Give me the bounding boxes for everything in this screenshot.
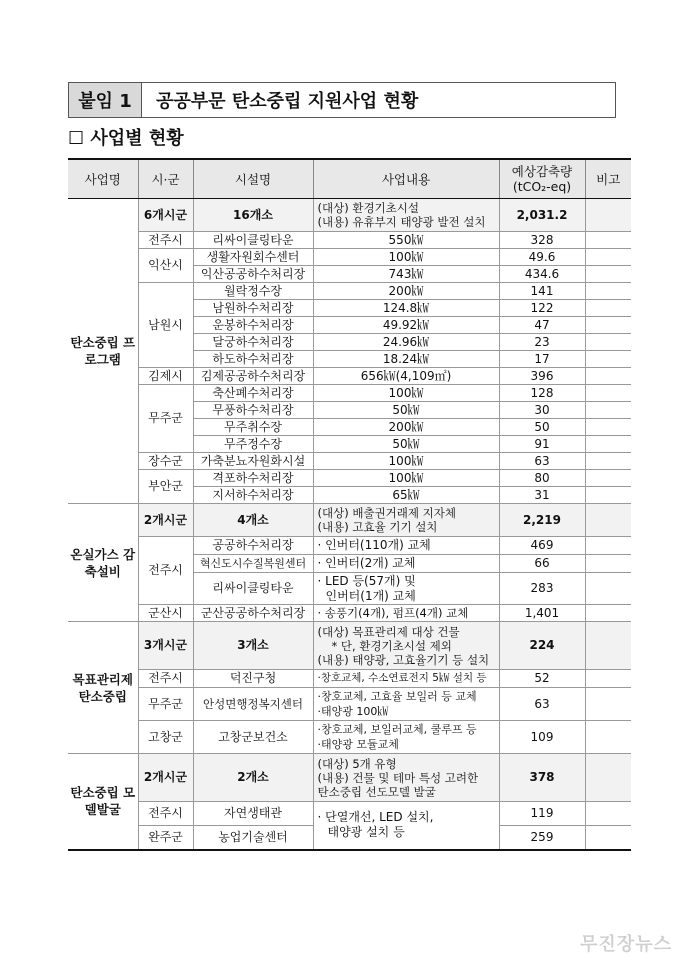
content-cell	[313, 573, 499, 605]
content-cell	[313, 199, 499, 232]
note-cell	[585, 436, 631, 453]
content-cell	[313, 802, 499, 850]
facility-cell: 자연생태관	[193, 802, 313, 826]
city-cell: 무주군	[138, 688, 193, 721]
content-line: ·창호교체, 고효율 보일러 등 교체	[317, 690, 477, 703]
note-cell	[585, 537, 631, 555]
content-line: · 단열개선, LED 설치,	[317, 810, 434, 825]
content-line: * 단, 환경기초시설 제외	[331, 638, 452, 653]
reduction-cell: 80	[499, 470, 585, 487]
city-cell: 전주시	[138, 232, 193, 249]
city-cell: 2개시군	[138, 504, 193, 537]
facility-cell: 격포하수처리장	[193, 470, 313, 487]
city-cell: 전주시	[138, 537, 193, 605]
facility-cell: 4개소	[193, 504, 313, 537]
table-row	[68, 249, 631, 266]
reduction-cell: 47	[499, 317, 585, 334]
content-cell: · 송풍기(4개), 펌프(4개) 교체	[313, 605, 499, 622]
facility-cell: 하도하수처리장	[193, 351, 313, 368]
reduction-cell: 30	[499, 402, 585, 419]
facility-cell: 농업기술센터	[193, 826, 313, 850]
summary-row	[68, 754, 631, 802]
facility-cell: 운봉하수처리장	[193, 317, 313, 334]
facility-cell: 남원하수처리장	[193, 300, 313, 317]
facility-cell: 리싸이클링타운	[193, 232, 313, 249]
col-note: 비고	[585, 159, 631, 199]
note-cell	[585, 622, 631, 670]
note-cell	[585, 453, 631, 470]
facility-cell: 생활자원회수센터	[193, 249, 313, 266]
city-cell: 익산시	[138, 249, 193, 283]
content-cell: 50㎾	[313, 436, 499, 453]
reduction-cell: 141	[499, 283, 585, 300]
content-cell	[313, 688, 499, 721]
content-cell: 200㎾	[313, 419, 499, 436]
city-cell: 6개시군	[138, 199, 193, 232]
reduction-cell: 49.6	[499, 249, 585, 266]
content-cell: 656㎾(4,109㎡)	[313, 368, 499, 385]
content-line: · LED 등(57개) 및	[317, 573, 416, 588]
note-cell	[585, 802, 631, 826]
reduction-cell: 66	[499, 555, 585, 573]
facility-cell: 공공하수처리장	[193, 537, 313, 555]
content-line: (내용) 고효율 기기 설치	[317, 520, 438, 534]
note-cell	[585, 334, 631, 351]
reduction-cell: 122	[499, 300, 585, 317]
content-line: ·창호교체, 보일러교체, 쿨루프 등	[317, 723, 477, 736]
content-cell: 100㎾	[313, 453, 499, 470]
content-line: 탄소중립 선도모델 발굴	[317, 784, 436, 799]
content-cell: 100㎾	[313, 470, 499, 487]
facility-cell: 군산공공하수처리장	[193, 605, 313, 622]
note-cell	[585, 573, 631, 605]
note-cell	[585, 300, 631, 317]
content-line: (내용) 유휴부지 태양광 발전 설치	[317, 215, 486, 229]
city-cell: 전주시	[138, 802, 193, 826]
note-cell	[585, 419, 631, 436]
facility-cell: 3개소	[193, 622, 313, 670]
note-cell	[585, 826, 631, 850]
content-cell: 100㎾	[313, 249, 499, 266]
table-row	[68, 537, 631, 555]
content-cell: 200㎾	[313, 283, 499, 300]
reduction-cell: 119	[499, 802, 585, 826]
note-cell	[585, 402, 631, 419]
content-cell: 124.8㎾	[313, 300, 499, 317]
city-cell: 부안군	[138, 470, 193, 504]
city-cell: 무주군	[138, 385, 193, 453]
col-content: 사업내용	[313, 159, 499, 199]
facility-cell: 달궁하수처리장	[193, 334, 313, 351]
summary-row	[68, 622, 631, 670]
facility-cell: 익산공공하수처리장	[193, 266, 313, 283]
note-cell	[585, 385, 631, 402]
content-line: (대상) 5개 유형	[317, 756, 397, 771]
reduction-cell: 63	[499, 453, 585, 470]
content-line: (내용) 건물 및 테마 특성 고려한	[317, 770, 479, 785]
facility-cell: 16개소	[193, 199, 313, 232]
reduction-cell: 91	[499, 436, 585, 453]
reduction-cell: 396	[499, 368, 585, 385]
facility-cell: 2개소	[193, 754, 313, 802]
facility-cell: 지서하수처리장	[193, 487, 313, 504]
content-line: (대상) 환경기초시설	[317, 201, 419, 215]
content-line: 태양광 설치 등	[327, 825, 405, 840]
content-line: ·태양광 모듈교체	[317, 738, 399, 751]
reduction-cell: 224	[499, 622, 585, 670]
note-cell	[585, 721, 631, 754]
note-cell	[585, 555, 631, 573]
reduction-cell: 23	[499, 334, 585, 351]
city-cell: 고창군	[138, 721, 193, 754]
content-line: (내용) 태양광, 고효율기기 등 설치	[317, 652, 490, 667]
watermark-logo: 무진장뉴스	[580, 934, 672, 955]
city-cell: 군산시	[138, 605, 193, 622]
content-cell: 743㎾	[313, 266, 499, 283]
reduction-cell: 1,401	[499, 605, 585, 622]
facility-cell: 안성면행정복지센터	[193, 688, 313, 721]
note-cell	[585, 368, 631, 385]
content-cell	[313, 622, 499, 670]
content-line: (대상) 배출권거래제 지자체	[317, 506, 456, 520]
reduction-cell: 50	[499, 419, 585, 436]
content-line: ·태양광 100㎾	[317, 705, 389, 718]
note-cell	[585, 504, 631, 537]
city-cell: 2개시군	[138, 754, 193, 802]
city-cell: 김제시	[138, 368, 193, 385]
note-cell	[585, 688, 631, 721]
reduction-cell: 63	[499, 688, 585, 721]
city-cell: 3개시군	[138, 622, 193, 670]
project-name: 탄소중립 프로그램	[68, 199, 138, 504]
city-cell: 장수군	[138, 453, 193, 470]
reduction-cell: 469	[499, 537, 585, 555]
table-row	[68, 688, 631, 721]
reduction-cell: 434.6	[499, 266, 585, 283]
content-cell	[313, 721, 499, 754]
col-reduction: 예상감축량 (tCO₂-eq)	[499, 159, 585, 199]
table-row	[68, 605, 631, 622]
reduction-cell: 328	[499, 232, 585, 249]
facility-cell: 가축분뇨자원화시설	[193, 453, 313, 470]
note-cell	[585, 317, 631, 334]
reduction-cell: 52	[499, 670, 585, 688]
summary-row	[68, 199, 631, 232]
header-row	[68, 159, 631, 199]
facility-cell: 무주정수장	[193, 436, 313, 453]
facility-cell: 월락정수장	[193, 283, 313, 300]
col-facility: 시설명	[193, 159, 313, 199]
note-cell	[585, 232, 631, 249]
note-cell	[585, 605, 631, 622]
table-row	[68, 283, 631, 300]
reduction-cell: 2,219	[499, 504, 585, 537]
note-cell	[585, 754, 631, 802]
content-cell: 550㎾	[313, 232, 499, 249]
content-cell: 65㎾	[313, 487, 499, 504]
content-cell: 50㎾	[313, 402, 499, 419]
title-tag: 붙임 1	[69, 83, 142, 117]
title-box	[68, 82, 616, 118]
reduction-cell: 378	[499, 754, 585, 802]
note-cell	[585, 470, 631, 487]
content-cell	[313, 504, 499, 537]
table-row	[68, 470, 631, 487]
facility-cell: 김제공공하수처리장	[193, 368, 313, 385]
reduction-cell: 283	[499, 573, 585, 605]
project-name: 탄소중립 모델발굴	[68, 754, 138, 850]
content-cell: 49.92㎾	[313, 317, 499, 334]
col-project: 사업명	[68, 159, 138, 199]
facility-cell: 무주취수장	[193, 419, 313, 436]
facility-cell: 무풍하수처리장	[193, 402, 313, 419]
content-cell: 24.96㎾	[313, 334, 499, 351]
content-cell: 100㎾	[313, 385, 499, 402]
project-name: 목표관리제 탄소중립	[68, 622, 138, 754]
content-cell: 18.24㎾	[313, 351, 499, 368]
city-cell: 전주시	[138, 670, 193, 688]
table-row	[68, 368, 631, 385]
reduction-cell: 31	[499, 487, 585, 504]
table-row	[68, 670, 631, 688]
table-row	[68, 453, 631, 470]
reduction-cell: 2,031.2	[499, 199, 585, 232]
projects-table	[68, 158, 631, 851]
section-heading: ☐ 사업별 현황	[68, 128, 184, 149]
content-line: 인버터(1개) 교체	[325, 588, 416, 603]
city-cell: 남원시	[138, 283, 193, 368]
table-row	[68, 385, 631, 402]
reduction-cell: 128	[499, 385, 585, 402]
facility-cell: 혁신도시수질복원센터	[193, 555, 313, 573]
reduction-cell: 109	[499, 721, 585, 754]
facility-cell: 덕진구청	[193, 670, 313, 688]
facility-cell: 축산폐수처리장	[193, 385, 313, 402]
content-cell: · 인버터(2개) 교체	[313, 555, 499, 573]
content-cell: ·창호교체, 수소연료전지 5㎾ 설치 등	[313, 670, 499, 688]
reduction-cell: 259	[499, 826, 585, 850]
facility-cell: 고창군보건소	[193, 721, 313, 754]
note-cell	[585, 283, 631, 300]
table-row	[68, 232, 631, 249]
note-cell	[585, 249, 631, 266]
note-cell	[585, 351, 631, 368]
content-cell: · 인버터(110개) 교체	[313, 537, 499, 555]
note-cell	[585, 670, 631, 688]
content-line: (대상) 목표관리제 대상 건물	[317, 624, 460, 639]
reduction-cell: 17	[499, 351, 585, 368]
city-cell: 완주군	[138, 826, 193, 850]
table-row	[68, 721, 631, 754]
summary-row	[68, 504, 631, 537]
content-cell	[313, 754, 499, 802]
col-city: 시·군	[138, 159, 193, 199]
facility-cell: 리싸이클링타운	[193, 573, 313, 605]
note-cell	[585, 199, 631, 232]
note-cell	[585, 266, 631, 283]
project-name: 온실가스 감축설비	[68, 504, 138, 622]
page-title: 공공부문 탄소중립 지원사업 현황	[156, 91, 419, 112]
note-cell	[585, 487, 631, 504]
table-row	[68, 802, 631, 826]
